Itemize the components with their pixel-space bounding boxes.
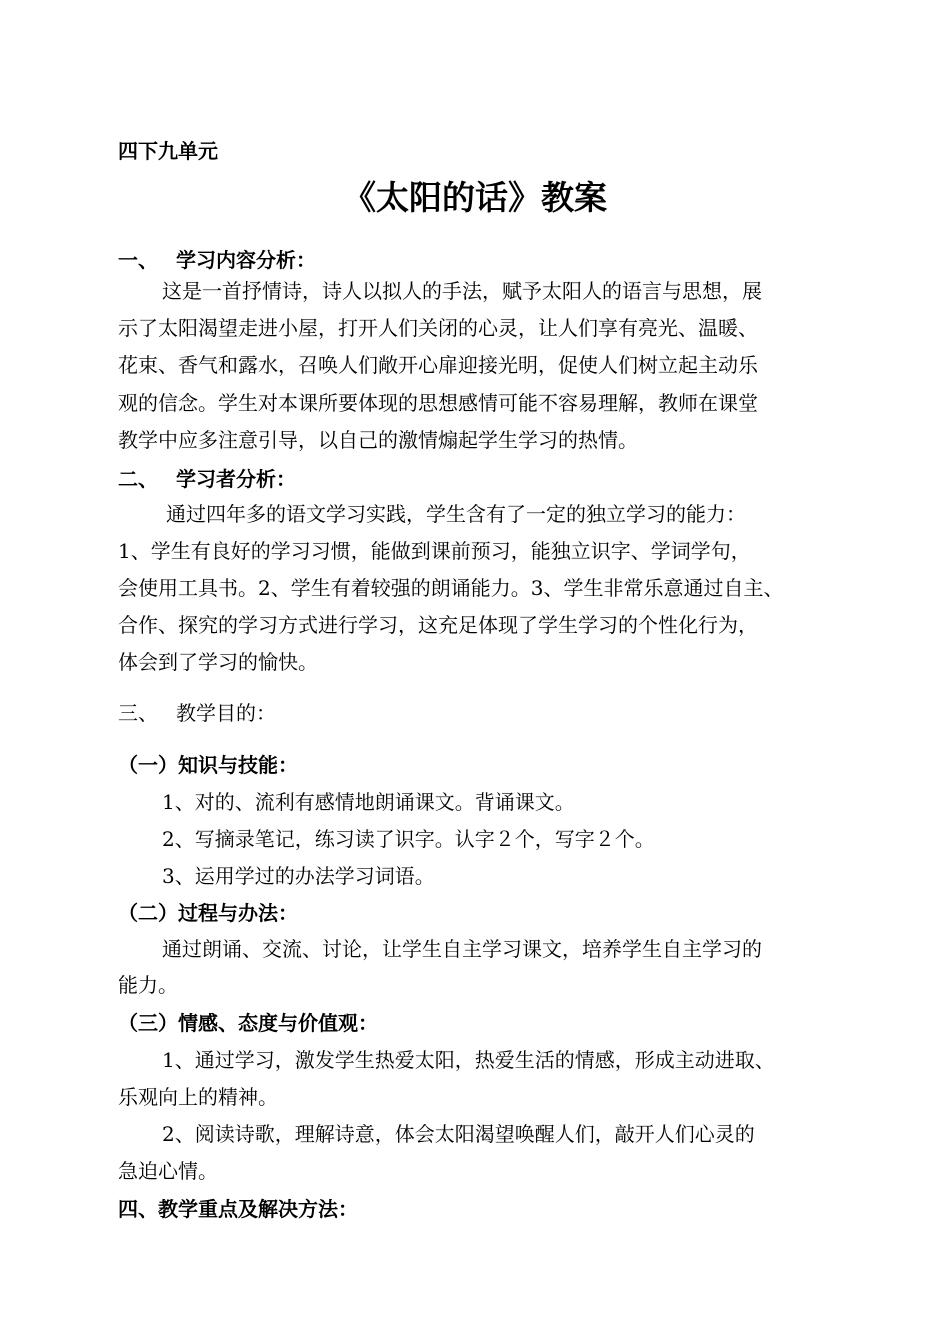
paragraph-line: 1、通过学习，激发学生热爱太阳，热爱生活的情感，形成主动进取、 (162, 1048, 775, 1072)
section-heading-4: 四、教学重点及解决方法： (118, 1197, 358, 1221)
paragraph-line: 乐观向上的精神。 (118, 1085, 278, 1109)
paragraph-line: 急迫心情。 (118, 1159, 218, 1183)
subsection-heading-3: （三）情感、态度与价值观： (118, 1011, 378, 1035)
subsection-heading-2: （二）过程与办法： (118, 901, 298, 925)
section-heading-text: 教学目的： (176, 701, 276, 725)
section-heading-text: 学习内容分析： (176, 248, 316, 272)
paragraph-line: 2、阅读诗歌，理解诗意，体会太阳渴望唤醒人们，敲开人们心灵的 (162, 1122, 755, 1146)
section-heading-text: 学习者分析： (176, 467, 296, 491)
list-item: 1、对的、流利有感情地朗诵课文。背诵课文。 (162, 790, 575, 814)
section-heading-1 (118, 243, 848, 277)
paragraph-line: 观的信念。学生对本课所要体现的思想感情可能不容易理解，教师在课堂 (118, 391, 758, 415)
section-number: 三、 (118, 701, 158, 725)
paragraph-line: 1、学生有良好的学习习惯，能做到课前预习，能独立识字、学词学句， (118, 539, 751, 563)
list-item: 3、运用学过的办法学习词语。 (162, 864, 435, 888)
list-item: 2、写摘录笔记，练习读了识字。认字２个，写字２个。 (162, 827, 655, 851)
unit-label: 四下九单元 (118, 139, 218, 163)
paragraph-line: 体会到了学习的愉快。 (118, 650, 318, 674)
section-heading-2 (118, 462, 848, 496)
paragraph-line: 通过朗诵、交流、讨论，让学生自主学习课文，培养学生自主学习的 (162, 937, 762, 961)
section-number: 一、 (118, 248, 158, 272)
subsection-heading-1: （一）知识与技能： (118, 753, 298, 777)
paragraph-line: 这是一首抒情诗，诗人以拟人的手法，赋予太阳人的语言与思想，展 (162, 279, 762, 303)
paragraph-line: 合作、探究的学习方式进行学习，这充足体现了学生学习的个性化行为， (118, 613, 758, 637)
paragraph-line: 通过四年多的语文学习实践，学生含有了一定的独立学习的能力： (166, 502, 746, 526)
paragraph-line: 能力。 (118, 973, 178, 997)
paragraph-line: 教学中应多注意引导，以自己的激情煽起学生学习的热情。 (118, 428, 638, 452)
page-title: 《太阳的话》教案 (343, 178, 607, 217)
section-heading-3 (118, 696, 848, 730)
paragraph-line: 示了太阳渴望走进小屋，打开人们关闭的心灵，让人们享有亮光、温暖、 (118, 316, 758, 340)
section-number: 二、 (118, 467, 158, 491)
paragraph-line: 花束、香气和露水，召唤人们敞开心扉迎接光明，促使人们树立起主动乐 (118, 353, 758, 377)
paragraph-line: 会使用工具书。2、学生有着较强的朗诵能力。3、学生非常乐意通过自主、 (118, 576, 784, 600)
